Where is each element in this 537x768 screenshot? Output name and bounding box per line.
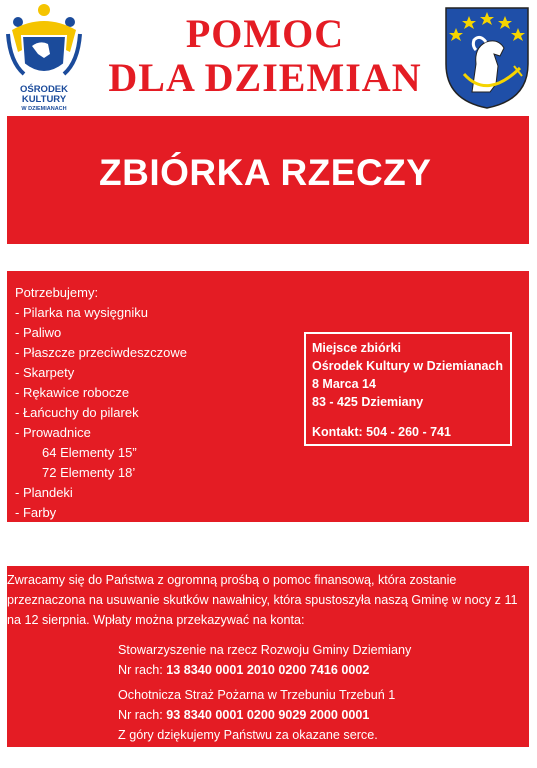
collection-point-label: Miejsce zbiórki: [312, 341, 401, 355]
collection-point-city: 83 - 425 Dziemiany: [312, 395, 424, 409]
account-number-label: Nr rach:: [118, 663, 167, 677]
list-item: - Farby: [15, 505, 57, 520]
list-sub-item: 72 Elementy 18’: [42, 465, 136, 480]
needs-section: [7, 271, 529, 522]
bank-accounts: [118, 640, 411, 745]
list-item: - Prowadnice: [15, 425, 91, 440]
appeal-line: przeznaczona na usuwanie skutków nawałnicy, która spustoszyła naszą Gminę w nocy z 11: [7, 593, 518, 607]
account-number: 93 8340 0001 0200 9029 2000 0001: [166, 708, 370, 722]
appeal-line: Zwracamy się do Państwa z ogromną prośbą o pomoc finansową, która zostanie: [7, 573, 457, 587]
account-number-row: [118, 660, 411, 680]
collection-point-contact: Kontakt: 504 - 260 - 741: [312, 425, 451, 439]
coat-of-arms-icon: [442, 4, 532, 112]
list-sub-item: 64 Elementy 15”: [42, 445, 137, 460]
appeal-line: na 12 sierpnia. Wpłaty można przekazywać na konta:: [7, 613, 305, 627]
list-item: - Łańcuchy do pilarek: [15, 405, 139, 420]
list-item: - Płaszcze przeciwdeszczowe: [15, 345, 187, 360]
page-title-line2: DLA DZIEMIAN: [108, 55, 422, 100]
svg-text:W DZIEMIANACH: W DZIEMIANACH: [21, 106, 67, 112]
account-number-row: [118, 705, 411, 725]
account-name: Stowarzyszenie na rzecz Rozwoju Gminy Dziemiany: [118, 643, 412, 657]
list-item: - Plandeki: [15, 485, 73, 500]
svg-text:KULTURY: KULTURY: [21, 94, 67, 105]
needs-list: [15, 283, 187, 523]
list-item: - Pilarka na wysięgniku: [15, 305, 148, 320]
list-item: - Skarpety: [15, 365, 75, 380]
collection-point-box: [304, 332, 512, 446]
appeal-text: [7, 570, 531, 630]
headline-banner: [7, 116, 529, 244]
donation-section: [7, 566, 529, 747]
page-title-line1: POMOC: [185, 11, 345, 56]
collection-point-venue: Ośrodek Kultury w Dziemianach: [312, 359, 504, 373]
account-name: Ochotnicza Straż Pożarna w Trzebuniu Trzebuń 1: [118, 688, 396, 702]
osrodek-kultury-logo: [4, 2, 84, 114]
list-item: - Paliwo: [15, 325, 62, 340]
dziemiany-coat-of-arms: [442, 4, 532, 112]
svg-text:OŚRODEK: OŚRODEK: [19, 84, 69, 95]
logo-emblem-icon: [4, 2, 84, 114]
needs-heading: Potrzebujemy:: [15, 285, 99, 300]
headline-text: ZBIÓRKA RZECZY: [99, 152, 432, 193]
collection-point-street: 8 Marca 14: [312, 377, 376, 391]
account-number: 13 8340 0001 2010 0200 7416 0002: [166, 663, 370, 677]
thanks-text: Z góry dziękujemy Państwu za okazane serce.: [118, 728, 378, 742]
account-number-label: Nr rach:: [118, 708, 167, 722]
list-item: - Rękawice robocze: [15, 385, 130, 400]
